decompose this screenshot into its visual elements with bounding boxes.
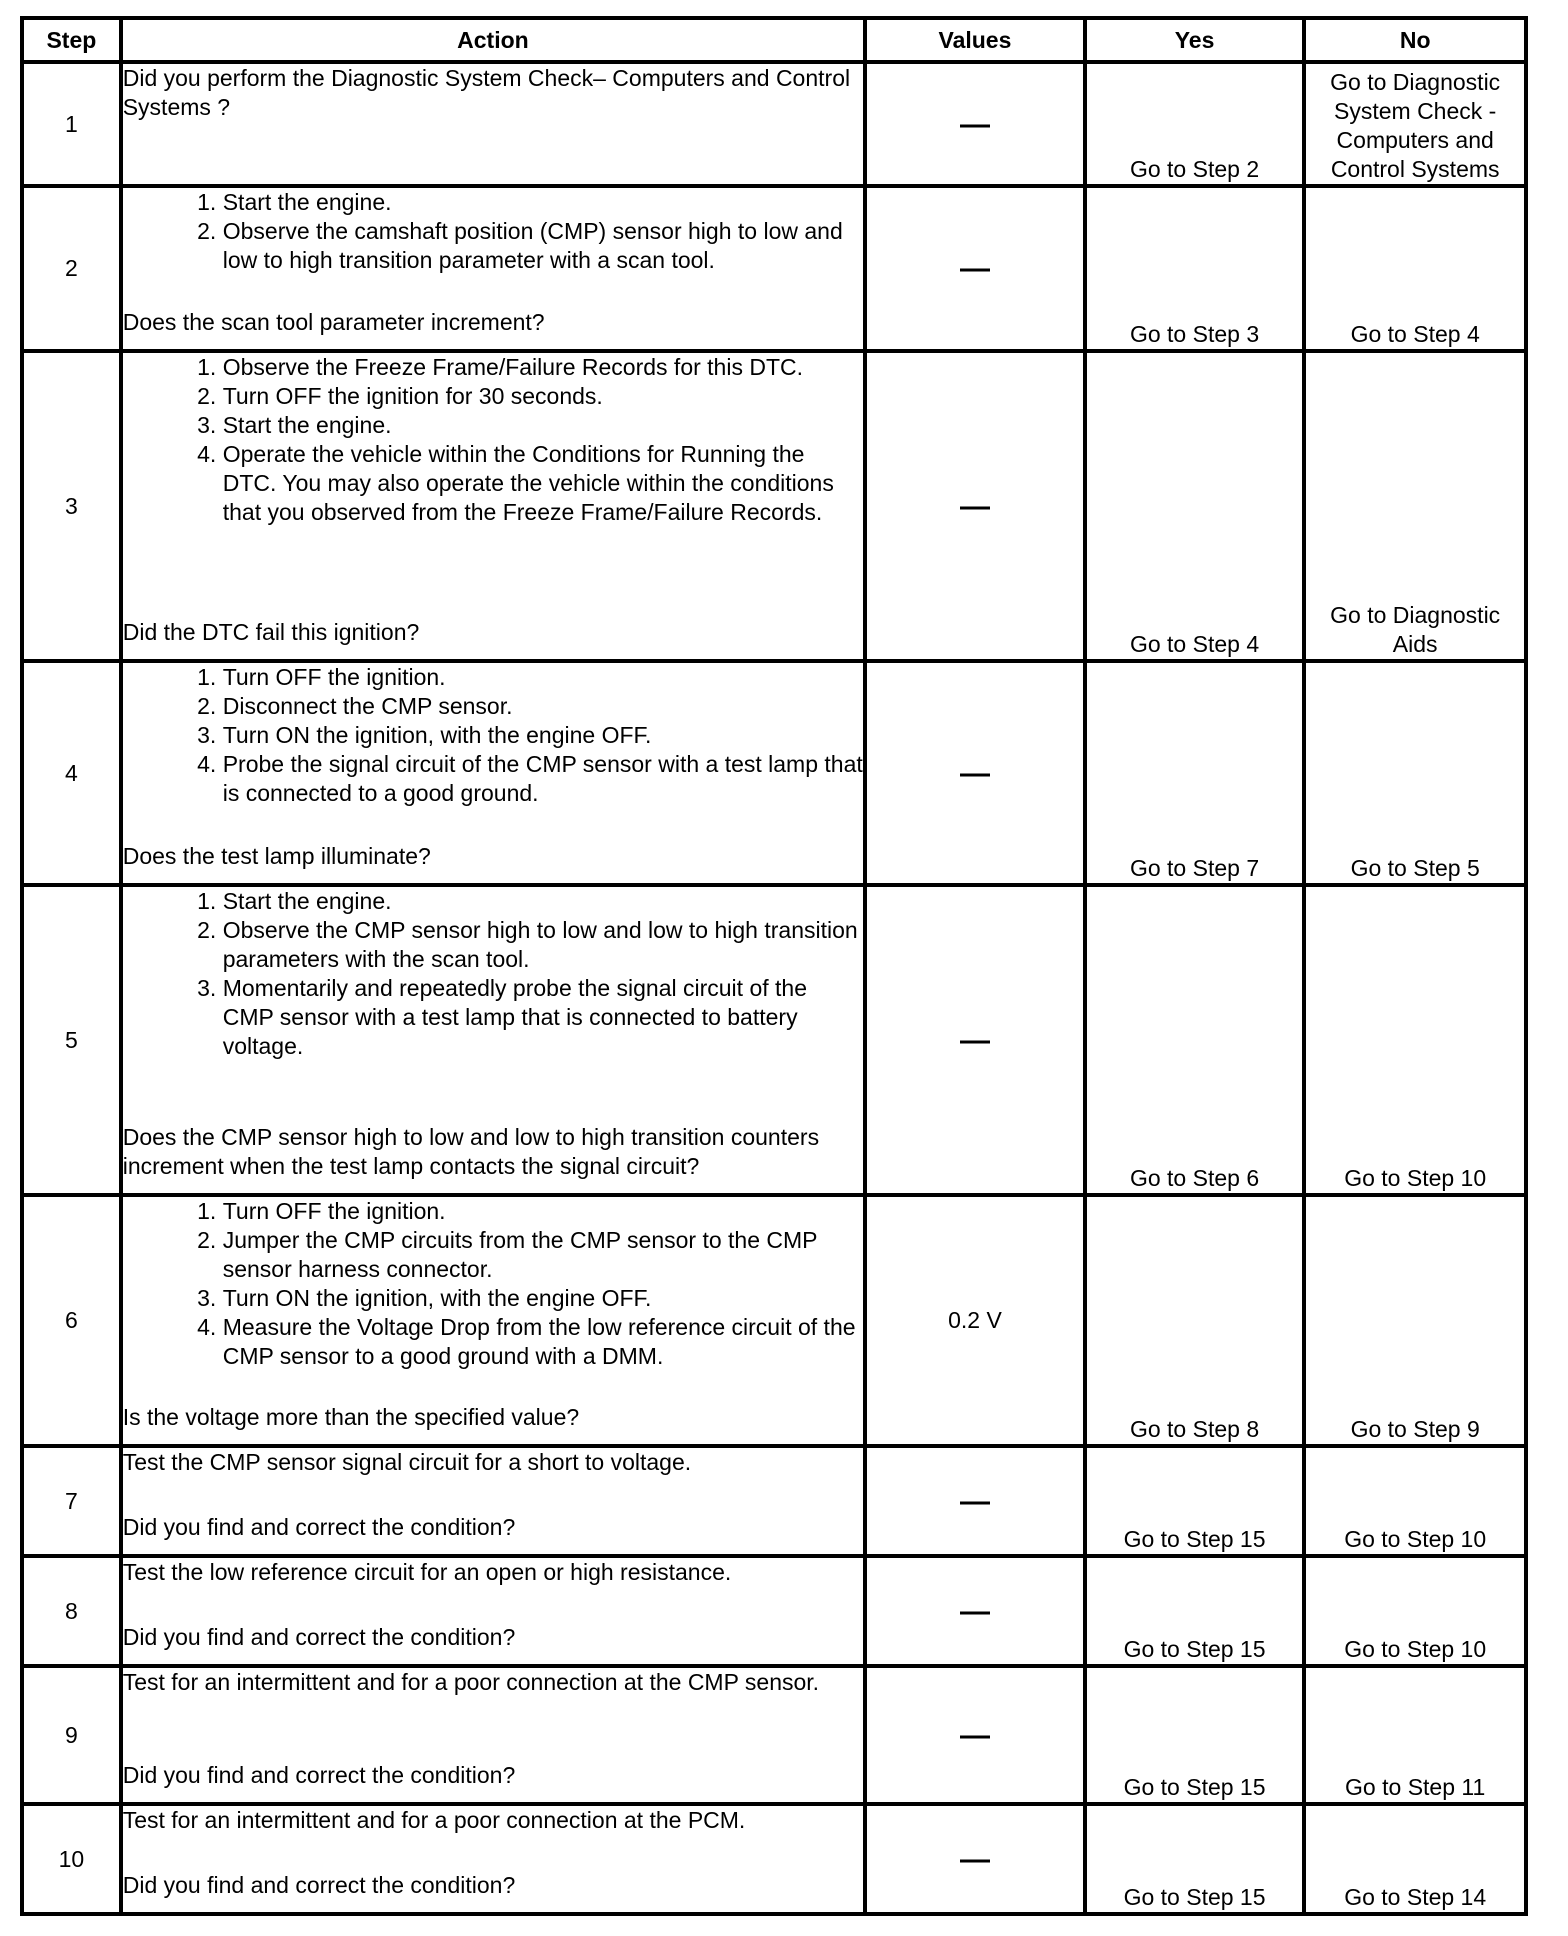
no-action: Go to Diagnostic System Check - Computers and Control Systems — [1304, 62, 1526, 186]
value-cell: — — [865, 62, 1085, 186]
action-question: Does the scan tool parameter increment? — [122, 309, 545, 335]
action-step-item: 3. Turn ON the ignition, with the engine OFF. — [223, 721, 863, 750]
action-cell — [121, 885, 865, 1195]
action-step-list — [123, 887, 863, 1061]
value-cell: — — [865, 885, 1085, 1195]
yes-action: Go to Step 3 — [1085, 186, 1305, 351]
action-step-item: 4. Measure the Voltage Drop from the low reference circuit of the CMP sensor to a good ground with a DMM. — [223, 1313, 863, 1371]
value-cell: — — [865, 1666, 1085, 1804]
step-number: 5 — [22, 885, 121, 1195]
header-no: No — [1304, 18, 1526, 62]
action-step-item: 2. Disconnect the CMP sensor. — [223, 692, 863, 721]
no-action: Go to Step 11 — [1304, 1666, 1526, 1804]
action-question: Does the test lamp illuminate? — [122, 843, 431, 869]
no-action: Go to Step 10 — [1304, 885, 1526, 1195]
step-number: 4 — [22, 661, 121, 885]
yes-action: Go to Step 4 — [1085, 351, 1305, 661]
action-step-item: 3. Start the engine. — [223, 411, 863, 440]
action-question: Does the CMP sensor high to low and low to high transition counters increment when the test lamp contacts the signal circuit? — [122, 1124, 820, 1179]
action-question: Did you find and correct the condition? — [122, 1872, 516, 1898]
table-row — [22, 661, 1526, 885]
value-cell: — — [865, 661, 1085, 885]
action-step-item: 1. Turn OFF the ignition. — [223, 663, 863, 692]
action-step-item: 2. Observe the camshaft position (CMP) sensor high to low and low to high transition parameter with a scan tool. — [223, 217, 863, 275]
yes-action: Go to Step 15 — [1085, 1446, 1305, 1556]
header-yes: Yes — [1085, 18, 1305, 62]
no-action: Go to Step 9 — [1304, 1195, 1526, 1446]
step-number: 2 — [22, 186, 121, 351]
yes-action: Go to Step 7 — [1085, 661, 1305, 885]
table-row — [22, 1446, 1526, 1556]
value-cell: 0.2 V — [865, 1195, 1085, 1446]
header-values: Values — [865, 18, 1085, 62]
action-step-item: 3. Momentarily and repeatedly probe the signal circuit of the CMP sensor with a test lamp that is connected to battery voltage. — [223, 974, 863, 1061]
header-action: Action — [121, 18, 865, 62]
table-row — [22, 1666, 1526, 1804]
action-cell — [121, 1195, 865, 1446]
action-cell — [121, 186, 865, 351]
no-action: Go to Step 10 — [1304, 1556, 1526, 1666]
value-cell: — — [865, 186, 1085, 351]
yes-action: Go to Step 6 — [1085, 885, 1305, 1195]
action-instruction: Did you perform the Diagnostic System Check– Computers and Control Systems ? — [122, 65, 851, 120]
step-number: 9 — [22, 1666, 121, 1804]
step-number: 7 — [22, 1446, 121, 1556]
action-step-item: 2. Turn OFF the ignition for 30 seconds. — [223, 382, 863, 411]
action-question: Is the voltage more than the specified value? — [122, 1404, 580, 1430]
action-step-item: 1. Start the engine. — [223, 887, 863, 916]
step-number: 3 — [22, 351, 121, 661]
header-step: Step — [22, 18, 121, 62]
action-step-item: 2. Jumper the CMP circuits from the CMP sensor to the CMP sensor harness connector. — [223, 1226, 863, 1284]
action-cell — [121, 351, 865, 661]
step-number: 8 — [22, 1556, 121, 1666]
action-cell — [121, 1804, 865, 1914]
action-step-item: 2. Observe the CMP sensor high to low and low to high transition parameters with the scan tool. — [223, 916, 863, 974]
action-instruction: Test the CMP sensor signal circuit for a short to voltage. — [122, 1449, 692, 1475]
table-row — [22, 1195, 1526, 1446]
action-step-item: 1. Start the engine. — [223, 188, 863, 217]
table-row — [22, 885, 1526, 1195]
action-step-item: 4. Operate the vehicle within the Conditions for Running the DTC. You may also operate the vehicle within the conditions that you observed from the Freeze Frame/Failure Records. — [223, 440, 863, 527]
no-action: Go to Step 4 — [1304, 186, 1526, 351]
value-cell: — — [865, 351, 1085, 661]
action-cell — [121, 1446, 865, 1556]
no-action: Go to Step 5 — [1304, 661, 1526, 885]
action-step-item: 1. Turn OFF the ignition. — [223, 1197, 863, 1226]
step-number: 10 — [22, 1804, 121, 1914]
value-cell: — — [865, 1446, 1085, 1556]
action-cell — [121, 1556, 865, 1666]
action-step-item: 4. Probe the signal circuit of the CMP sensor with a test lamp that is connected to a good ground. — [223, 750, 863, 808]
no-action: Go to Step 10 — [1304, 1446, 1526, 1556]
action-cell — [121, 62, 865, 186]
action-question: Did you find and correct the condition? — [122, 1762, 516, 1788]
value-cell: — — [865, 1556, 1085, 1666]
action-question: Did the DTC fail this ignition? — [122, 619, 420, 645]
action-question: Did you find and correct the condition? — [122, 1514, 516, 1540]
table-row — [22, 1804, 1526, 1914]
action-cell — [121, 1666, 865, 1804]
yes-action: Go to Step 2 — [1085, 62, 1305, 186]
yes-action: Go to Step 15 — [1085, 1556, 1305, 1666]
table-row — [22, 62, 1526, 186]
step-number: 6 — [22, 1195, 121, 1446]
action-instruction: Test for an intermittent and for a poor connection at the CMP sensor. — [122, 1669, 820, 1695]
action-instruction: Test the low reference circuit for an open or high resistance. — [122, 1559, 732, 1585]
yes-action: Go to Step 8 — [1085, 1195, 1305, 1446]
value-cell: — — [865, 1804, 1085, 1914]
action-step-item: 3. Turn ON the ignition, with the engine OFF. — [223, 1284, 863, 1313]
action-cell — [121, 661, 865, 885]
table-row — [22, 186, 1526, 351]
yes-action: Go to Step 15 — [1085, 1804, 1305, 1914]
action-instruction: Test for an intermittent and for a poor connection at the PCM. — [122, 1807, 746, 1833]
action-step-list — [123, 188, 863, 275]
no-action: Go to Step 14 — [1304, 1804, 1526, 1914]
diagnostic-table — [20, 16, 1528, 1916]
no-action: Go to Diagnostic Aids — [1304, 351, 1526, 661]
action-step-item: 1. Observe the Freeze Frame/Failure Records for this DTC. — [223, 353, 863, 382]
action-step-list — [123, 663, 863, 808]
yes-action: Go to Step 15 — [1085, 1666, 1305, 1804]
table-row — [22, 1556, 1526, 1666]
table-row — [22, 351, 1526, 661]
action-question: Did you find and correct the condition? — [122, 1624, 516, 1650]
action-step-list — [123, 353, 863, 527]
header-row — [22, 18, 1526, 62]
step-number: 1 — [22, 62, 121, 186]
action-step-list — [123, 1197, 863, 1371]
